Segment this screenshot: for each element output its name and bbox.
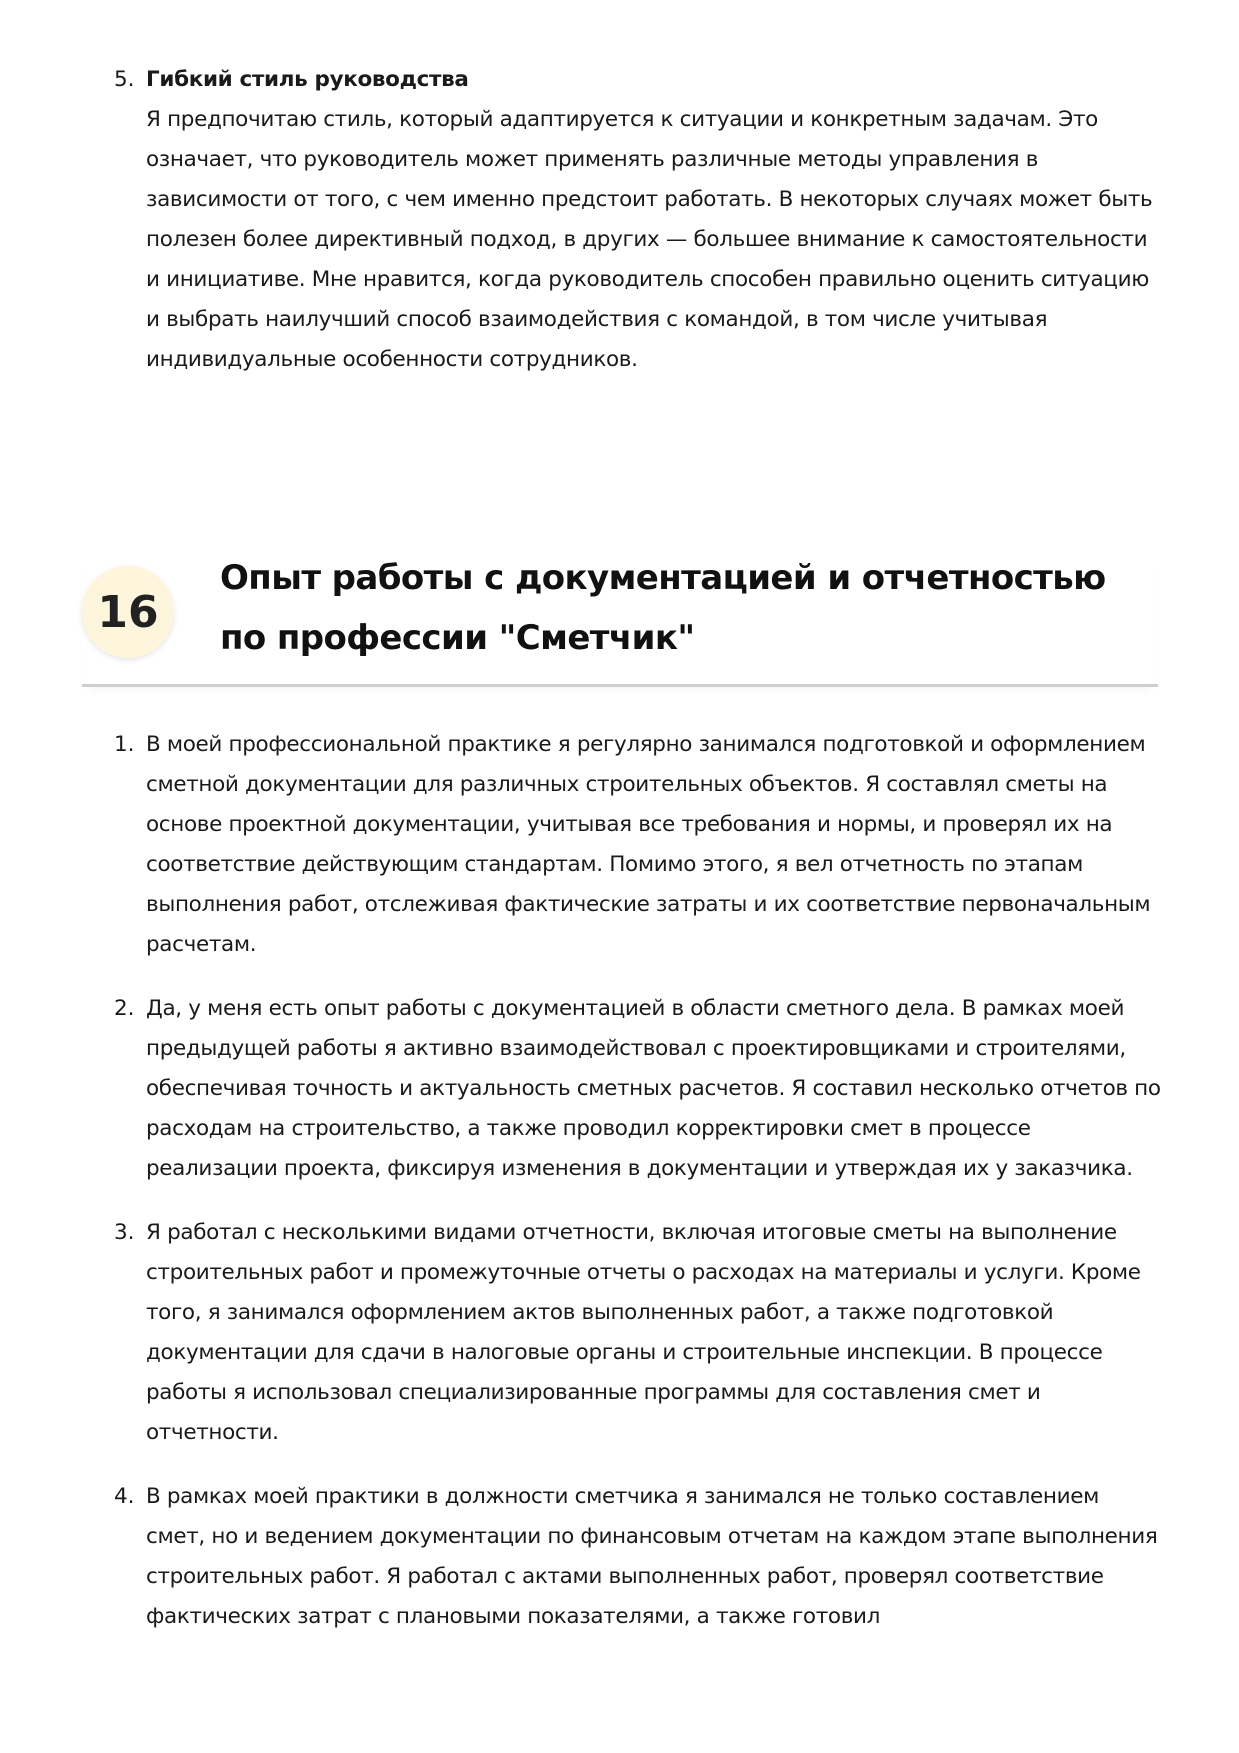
list-item-title: Гибкий стиль руководства <box>146 67 469 92</box>
list-item <box>114 1213 1164 1453</box>
list-item-text: Я предпочитаю стиль, который адаптируется к ситуации и конкретным задачам. Это означает, что руководитель может применять различные методы управления в зависимости от того, с чем именно предстоит работать. В некоторых случаях может быть полезен более директивный подход, в других — большее внимание к самостоятельности и инициативе. Мне нравится, когда руководитель способен правильно оценить ситуацию и выбрать наилучший способ взаимодействия с командой, в том числе учитывая индивидуальные особенности сотрудников. <box>146 107 1153 372</box>
list-item <box>114 989 1164 1189</box>
section-header <box>82 548 1158 687</box>
answers-list <box>114 725 1164 1661</box>
list-item-number: 4. <box>114 1484 135 1509</box>
list-item-text: Я работал с несколькими видами отчетности, включая итоговые сметы на выполнение строительных работ и промежуточные отчеты о расходах на материалы и услуги. Кроме того, я занимался оформлением актов выполненных работ, а также подготовкой документации для сдачи в налоговые органы и строительные инспекции. В процессе работы я использовал специализированные программы для составления смет и отчетности. <box>146 1220 1141 1445</box>
section-number-badge: 16 <box>82 566 174 658</box>
list-item-number: 1. <box>114 732 135 757</box>
list-item <box>114 60 1164 380</box>
list-item-5 <box>114 60 1164 380</box>
list-item-number: 2. <box>114 996 135 1021</box>
list-item <box>114 1477 1164 1637</box>
list-item-body <box>146 60 1164 380</box>
list-item-number: 5. <box>114 67 135 92</box>
list-item <box>114 725 1164 965</box>
list-item-text: Да, у меня есть опыт работы с документацией в области сметного дела. В рамках моей предыдущей работы я активно взаимодействовал с проектировщиками и строителями, обеспечивая точность и актуальность сметных расчетов. Я составил несколько отчетов по расходам на строительство, а также проводил корректировки смет в процессе реализации проекта, фиксируя изменения в документации и утверждая их у заказчика. <box>146 996 1161 1181</box>
list-item-text: В моей профессиональной практике я регулярно занимался подготовкой и оформлением сметной документации для различных строительных объектов. Я составлял сметы на основе проектной документации, учитывая все требования и нормы, и проверял их на соответствие действующим стандартам. Помимо этого, я вел отчетность по этапам выполнения работ, отслеживая фактические затраты и их соответствие первоначальным расчетам. <box>146 732 1151 957</box>
section-title: Опыт работы с документацией и отчетностью по профессии "Сметчик" <box>220 558 1106 658</box>
list-item-text: В рамках моей практики в должности сметчика я занимался не только составлением смет, но и ведением документации по финансовым отчетам на каждом этапе выполнения строительных работ. Я работал с актами выполненных работ, проверял соответствие фактических затрат с плановыми показателями, а также готовил <box>146 1484 1158 1629</box>
list-item-number: 3. <box>114 1220 135 1245</box>
